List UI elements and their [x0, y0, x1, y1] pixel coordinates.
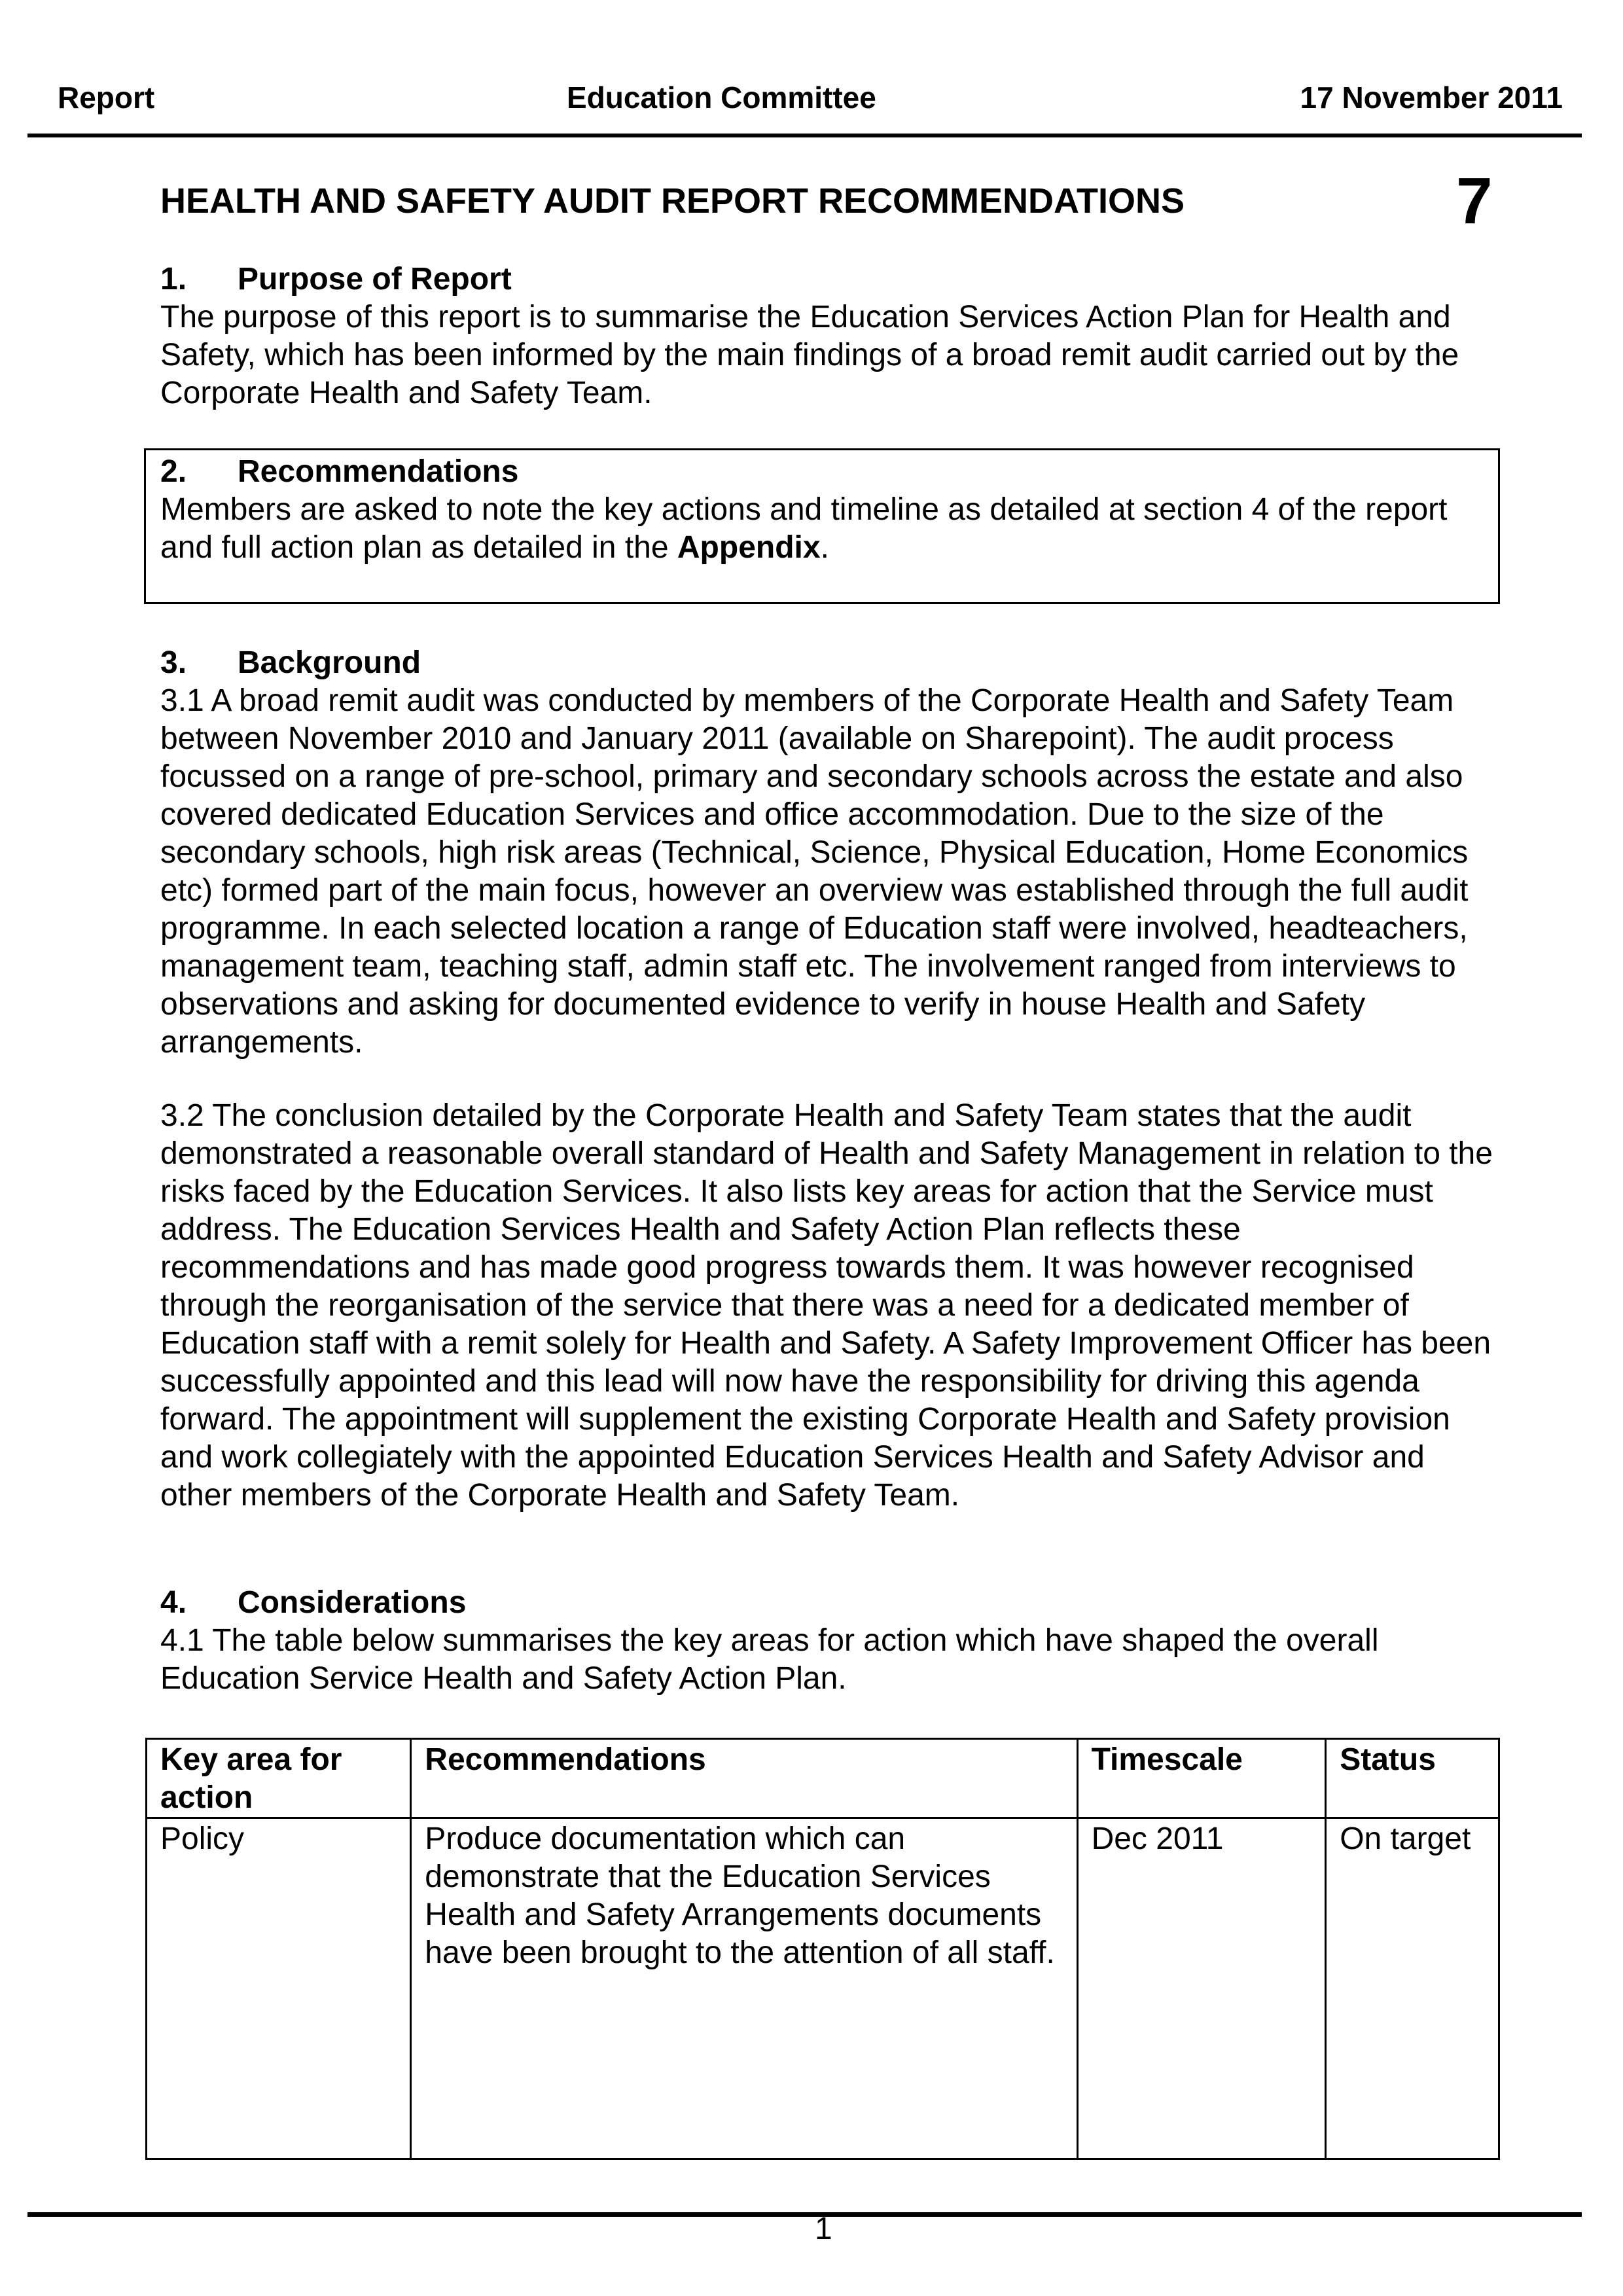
section-number: 2. — [160, 454, 187, 489]
section-purpose — [160, 260, 1495, 412]
cell-key-area: Policy — [147, 1818, 411, 2159]
appendix-reference: Appendix — [677, 530, 821, 565]
section-recommendations — [160, 453, 1495, 567]
section-background — [160, 644, 1495, 1062]
table-header-row — [147, 1739, 1499, 1818]
paragraph-3-1: 3.1 A broad remit audit was conducted by members of the Corporate Health and Safety Team between November 2010 and January 2011 (available on Sharepoint). The audit process focussed on a range of pre-school, primary and secondary schools across the estate and also covered dedicated Education Services and office accommodation. Due to the size of the secondary schools, high risk areas (Technical, Science, Physical Education, Home Economics etc) formed part of the main focus, however an overview was established through the full audit programme. In each selected location a range of Education staff were involved, headteachers, management team, teaching staff, admin staff etc. The involvement ranged from interviews to observations and asking for documented evidence to verify in house Health and Safety arrangements. — [160, 683, 1469, 1060]
action-plan-table — [145, 1738, 1500, 2160]
section-title: Background — [238, 645, 421, 680]
section-heading — [160, 644, 1495, 682]
section-number: 1. — [160, 262, 187, 296]
section-heading — [160, 453, 1495, 491]
section-number: 3. — [160, 645, 187, 680]
section-title: Recommendations — [238, 454, 519, 489]
page-title: HEALTH AND SAFETY AUDIT REPORT RECOMMENDATIONS — [160, 181, 1185, 221]
text-after-appendix: . — [820, 530, 829, 565]
header-committee: Education Committee — [567, 81, 876, 115]
section-heading — [160, 1584, 1495, 1622]
section-text: The purpose of this report is to summarise the Education Services Action Plan for Health and Safety, which has been informed by the main findings of a broad remit audit carried out by the Corporate Health and Safety Team. — [160, 300, 1459, 410]
section-considerations — [160, 1584, 1495, 1698]
header-divider — [27, 134, 1582, 137]
page-header — [58, 80, 1563, 119]
section-text — [160, 491, 1495, 567]
header-report-label: Report — [58, 81, 155, 115]
column-header-key-area: Key area for action — [147, 1739, 411, 1818]
paragraph-4-1: 4.1 The table below summarises the key areas for action which have shaped the overall Education Service Health and Safety Action Plan. — [160, 1623, 1379, 1696]
cell-status: On target — [1326, 1818, 1499, 2159]
table-row — [147, 1818, 1499, 2159]
section-title: Purpose of Report — [238, 262, 512, 296]
cell-timescale: Dec 2011 — [1077, 1818, 1326, 2159]
agenda-item-number: 7 — [1456, 164, 1493, 238]
text-before-appendix: Members are asked to note the key actions and timeline as detailed at section 4 of the report and full action plan as detailed in the — [160, 492, 1448, 565]
footer-divider — [27, 2212, 1582, 2217]
section-number: 4. — [160, 1585, 187, 1620]
section-heading — [160, 260, 1495, 298]
section-title: Considerations — [238, 1585, 467, 1620]
column-header-recommendations: Recommendations — [411, 1739, 1077, 1818]
column-header-timescale: Timescale — [1077, 1739, 1326, 1818]
column-header-status: Status — [1326, 1739, 1499, 1818]
section-background-continued — [160, 1097, 1495, 1515]
page-number: 1 — [815, 2212, 832, 2246]
header-date: 17 November 2011 — [1300, 81, 1563, 115]
cell-recommendation: Produce documentation which can demonstrate that the Education Services Health and Safety Arrangements documents have been brought to the attention of all staff. — [411, 1818, 1077, 2159]
paragraph-3-2: 3.2 The conclusion detailed by the Corporate Health and Safety Team states that the audit demonstrated a reasonable overall standard of Health and Safety Management in relation to the risks faced by the Education Services. It also lists key areas for action that the Service must address. The Education Services Health and Safety Action Plan reflects these recommendations and has made good progress towards them. It was however recognised through the reorganisation of the service that there was a need for a dedicated member of Education staff with a remit solely for Health and Safety. A Safety Improvement Officer has been successfully appointed and this lead will now have the responsibility for driving this agenda forward. The appointment will supplement the existing Corporate Health and Safety provision and work collegiately with the appointed Education Services Health and Safety Advisor and other members of the Corporate Health and Safety Team. — [160, 1098, 1493, 1513]
